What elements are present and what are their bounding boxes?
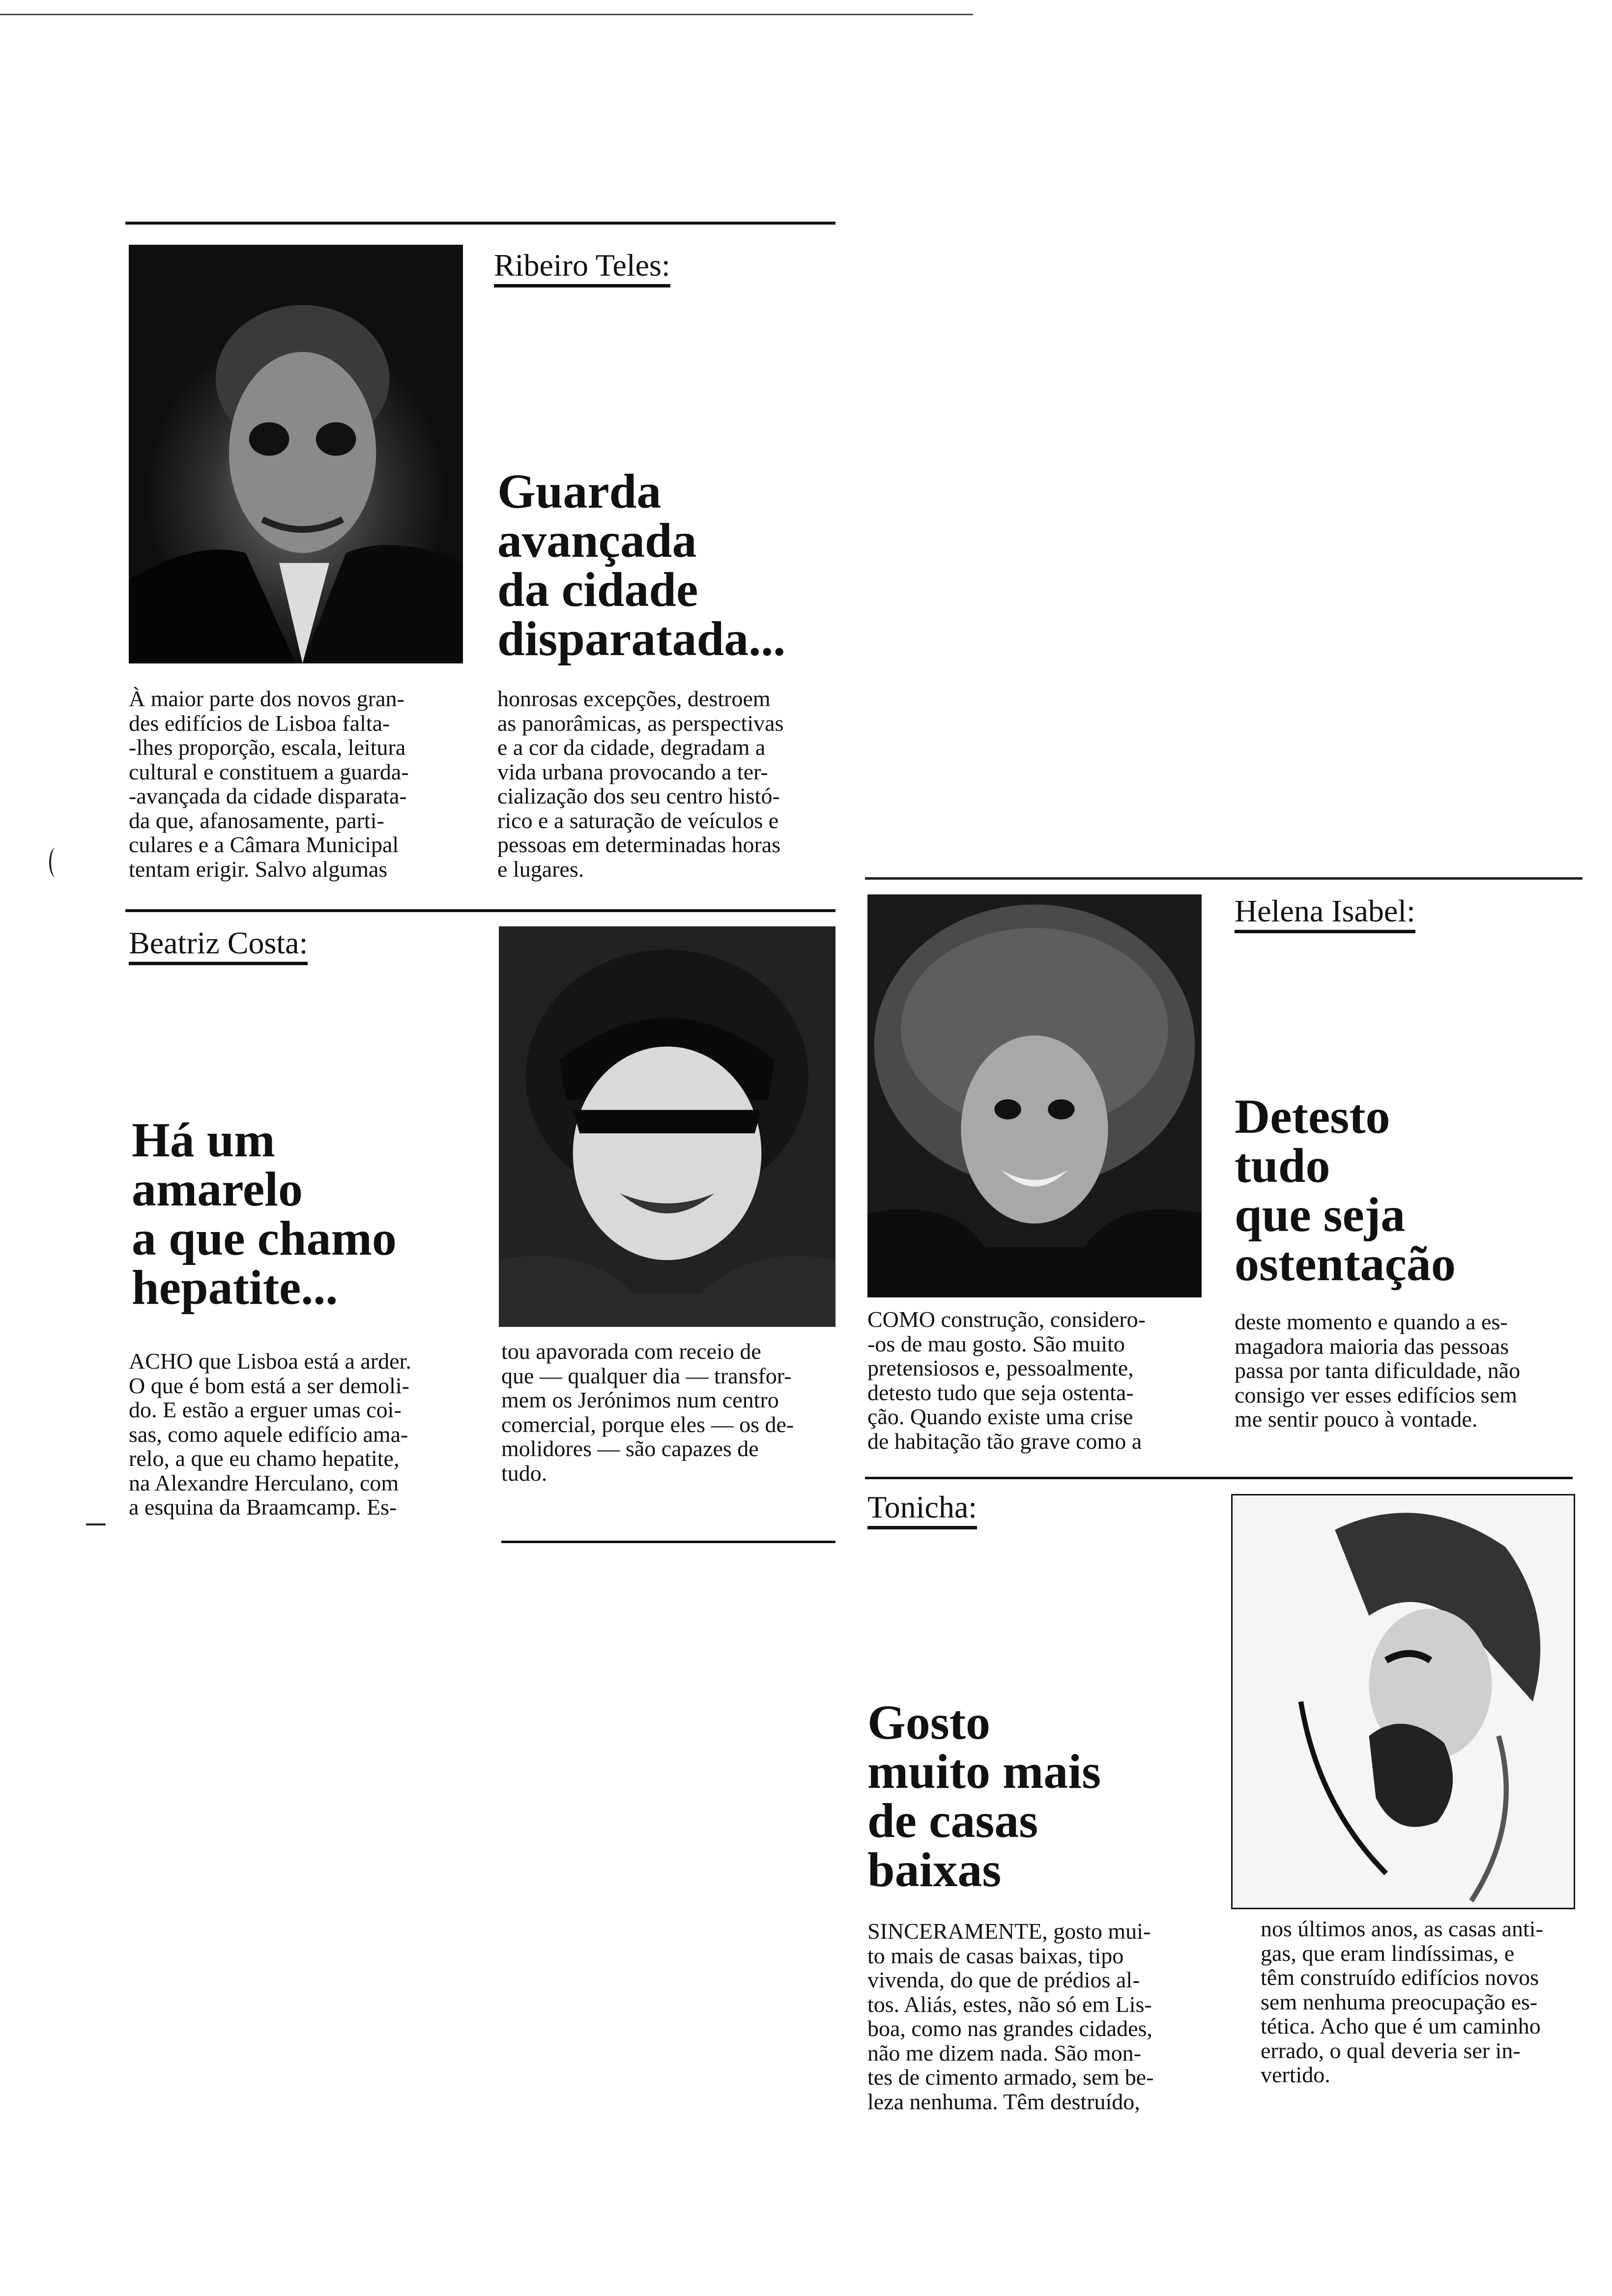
beatriz-costa-body-col2: tou apavorada com receio de que — qualquer dia — transfor- mem os Jerónimos num centro comercial, porque eles — os de- molidores — são capazes de tudo. [501,1339,794,1486]
beatriz-costa-body-col1: ACHO que Lisboa está a arder. O que é bom está a ser demoli- do. E estão a erguer umas coi- sas, como aquele edifício ama- relo, a que eu chamo hepatite, na Alexandre Herculano, com a esquina da Braamcamp. Es- [129,1349,411,1520]
helena-isabel-name: Helena Isabel: [1235,895,1415,933]
helena-isabel-headline: Detesto tudo que seja ostentação [1235,1089,1456,1291]
section-end-rule-beatriz [501,1541,835,1543]
tonicha-photo [1231,1494,1575,1909]
ribeiro-teles-name: Ribeiro Teles: [494,250,670,287]
ribeiro-teles-headline: Guarda avançada da cidade disparatada... [497,464,786,666]
beatriz-costa-photo [499,926,835,1327]
tonicha-body-col2: nos últimos anos, as casas anti- gas, que eram lindíssimas, e têm construído edifícios novos sem nenhuma preocupação es- tética. Acho que é um caminho errado, o qual deveria ser in- vertido. [1261,1916,1543,2087]
ribeiro-teles-photo [129,245,463,663]
margin-scan-dash [86,1523,106,1525]
beatriz-costa-name: Beatriz Costa: [129,927,308,965]
helena-isabel-body-col1: COMO construção, considero- -os de mau gosto. São muito pretensiosos e, pessoalmente, detesto tudo que seja ostenta- ção. Quando existe uma crise de habitação tão grave como a [867,1307,1146,1454]
section-rule-helena [865,877,1583,880]
helena-isabel-photo [867,894,1202,1297]
section-rule-beatriz [125,909,835,912]
helena-isabel-body-col2: deste momento e quando a es- magadora maioria das pessoas passa por tanta dificuldade, não consigo ver esses edifícios sem me sentir pouco à vontade. [1235,1309,1521,1432]
tonicha-name: Tonicha: [867,1492,977,1529]
section-rule-ribeiro [125,222,835,225]
beatriz-costa-headline: Há um amarelo a que chamo hepatite... [132,1113,397,1315]
margin-scan-mark [49,848,62,877]
ribeiro-teles-body-col2: honrosas excepções, destroem as panorâmicas, as perspectivas e a cor da cidade, degradam a vida urbana provocando a ter- cialização dos seu centro histó- rico e a saturação de veículos e pessoas em determinadas horas e lugares. [497,686,784,882]
section-rule-tonicha [865,1477,1573,1479]
tonicha-body-col1: SINCERAMENTE, gosto mui- to mais de casas baixas, tipo vivenda, do que de prédios al- tos. Aliás, estes, não só em Lis- boa, como nas grandes cidades, não me dizem nada. São mon- tes de cimento armado, sem be- leza nenhuma. Têm destruído, [867,1919,1154,2114]
top-border-line [0,14,973,15]
tonicha-headline: Gosto muito mais de casas baixas [867,1695,1101,1897]
ribeiro-teles-body-col1: À maior parte dos novos gran- des edifícios de Lisboa falta- -lhes proporção, escala, leitura cultural e constituem a guarda- -avançada da cidade disparata- da que, afanosamente, parti- culares e a Câmara Municipal tentam erigir. Salvo algumas [129,686,409,882]
